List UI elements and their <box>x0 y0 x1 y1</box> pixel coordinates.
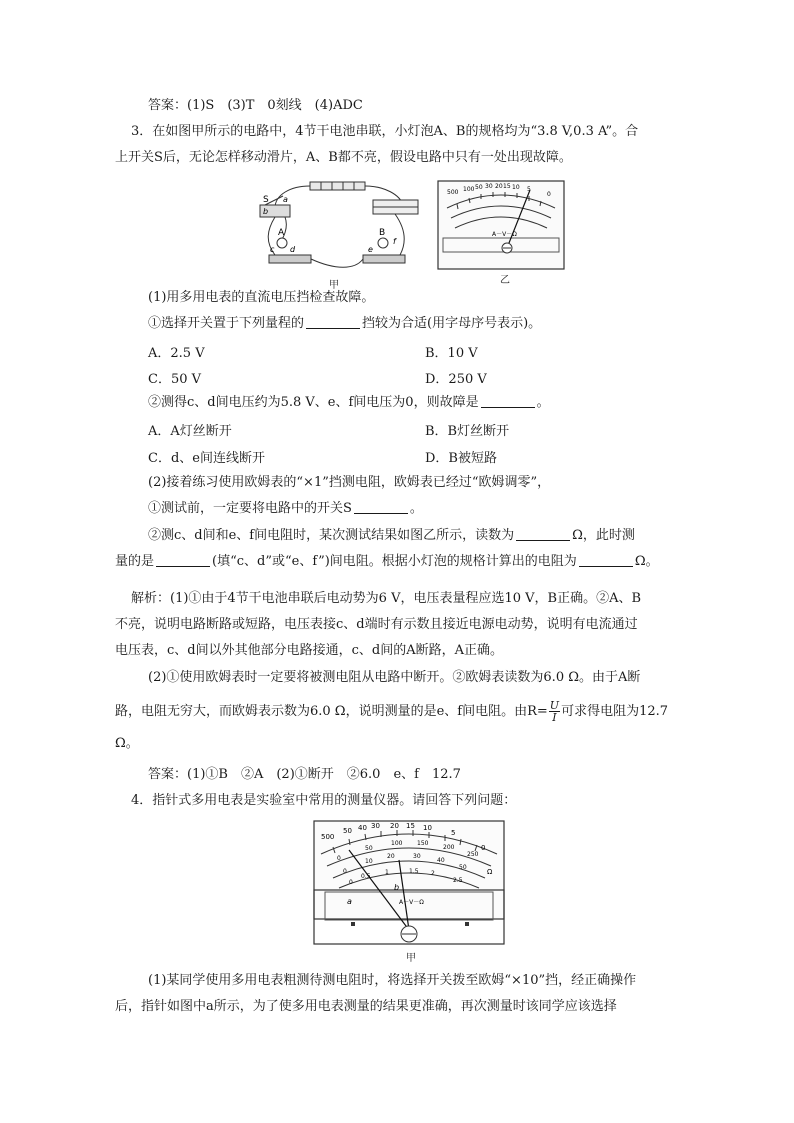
answer-line-2: 答案：(1)①B ②A (2)①断开 ②6.0 e、f 12.7 <box>148 767 461 782</box>
circuit-label-lamp-b: B <box>379 228 386 238</box>
meter4-mid-200: 200 <box>443 844 455 851</box>
q3-part1b-text-post: 。 <box>536 395 550 410</box>
circuit-label-c: c <box>270 245 275 254</box>
meter4-mid-50: 50 <box>365 845 373 852</box>
q3-part1a <box>148 315 541 333</box>
meter4-bot-1: 1 <box>385 869 389 876</box>
question-4-part1-line-2: 后，指针如图中a所示，为了使多用电表测量的结果更准确，再次测量时该同学应该选择 <box>115 999 617 1014</box>
meter-b-scale-10: 10 <box>512 184 520 191</box>
q3-part2c-text-post: Ω。 <box>634 554 659 569</box>
meter4-bot-2-5: 2.5 <box>453 877 463 884</box>
meter4-top-10: 10 <box>423 824 432 832</box>
option-b-voltage: B．10 V <box>425 346 478 361</box>
option-b-fault: B．B灯丝断开 <box>425 424 510 439</box>
solution-line-5 <box>115 700 668 723</box>
question-3-line-1: 3．在如图甲所示的电路中，4节干电池串联，小灯泡A、B的规格均为“3.8 V,0.3 A”。合 <box>131 124 639 139</box>
meter-b-scale-500: 500 <box>447 189 459 196</box>
meter-b-scale-50: 50 <box>475 184 483 191</box>
q3-part2c-text-pre: 量的是 <box>115 554 155 569</box>
answer-line-1: 答案：(1)S (3)T 0刻线 (4)ADC <box>148 98 363 113</box>
meter4-mid-100: 100 <box>391 840 403 847</box>
meter-b-scale-100: 100 <box>463 186 475 193</box>
meter4-top-5: 5 <box>451 829 456 837</box>
answer-blank[interactable] <box>306 316 360 329</box>
meter4-top-20: 20 <box>390 822 399 830</box>
option-a-fault: A．A灯丝断开 <box>148 424 232 439</box>
q3-part2a <box>148 500 423 518</box>
meter4-label: A－V－Ω <box>399 899 424 906</box>
meter4-bot-2: 2 <box>431 870 435 877</box>
meter-b-scale-20: 20 <box>495 183 503 190</box>
question-3-line-2: 上开关S后，无论怎样移动滑片，A、B都不亮，假设电路中只有一处出现故障。 <box>115 150 572 165</box>
q3-part2a-text-post: 。 <box>409 501 423 516</box>
circuit-label-d: d <box>290 245 296 254</box>
meter-b-label: A－V－Ω <box>492 231 517 238</box>
meter-b-scale-5: 5 <box>527 186 531 193</box>
option-a-voltage: A．2.5 V <box>148 346 205 361</box>
solution-line-6: Ω。 <box>115 736 139 751</box>
solution-line-5-text-pre: 路，电阻无穷大，而欧姆表示数为6.0 Ω，说明测量的是e、f间电阻。由R= <box>115 704 548 719</box>
meter4-low-20: 20 <box>387 853 395 860</box>
solution-line-5-text-post: 可求得电阻为12.7 <box>561 704 669 719</box>
meter-b-scale-0: 0 <box>547 191 551 198</box>
option-c-voltage: C．50 V <box>148 372 202 387</box>
q3-part1: (1)用多用电表的直流电压挡检查故障。 <box>148 290 375 305</box>
circuit-label-a: a <box>283 195 288 204</box>
meter4-low-10: 10 <box>365 858 373 865</box>
meter4-top-40: 40 <box>358 824 367 832</box>
answer-blank[interactable] <box>481 395 535 408</box>
question-4-part1-line-1: (1)某同学使用多用电表粗测待测电阻时，将选择开关拨至欧姆“×10”挡，经正确操作 <box>148 973 637 988</box>
question-4: 4．指针式多用电表是实验室中常用的测量仪器。请回答下列问题： <box>131 793 517 808</box>
circuit-label-s: S <box>263 195 269 205</box>
meter4-mid-250: 250 <box>467 851 479 858</box>
answer-blank[interactable] <box>579 554 633 567</box>
meter4-low-50: 50 <box>459 864 467 871</box>
q3-part2b <box>148 527 635 545</box>
meter4-top-15: 15 <box>406 822 415 830</box>
option-d-fault: D．B被短路 <box>425 451 497 466</box>
meter4-top-0: 0 <box>481 844 486 852</box>
circuit-diagram <box>255 180 425 275</box>
q3-part2: (2)接着练习使用欧姆表的“×1”挡测电阻，欧姆表已经过“欧姆调零”， <box>148 475 551 490</box>
meter4-mid-150: 150 <box>417 840 429 847</box>
q3-part2b-text-post: Ω，此时测 <box>572 528 635 543</box>
multimeter-dial-large <box>313 820 505 946</box>
meter4-low-0: 0 <box>343 868 347 875</box>
solution-line-4: (2)①使用欧姆表时一定要将被测电阻从电路中断开。②欧姆表读数为6.0 Ω。由于A断 <box>148 670 641 685</box>
meter4-bot-1-5: 1.5 <box>409 868 419 875</box>
multimeter-dial-b <box>437 180 565 270</box>
circuit-label-e: e <box>368 245 373 254</box>
meter-b-caption: 乙 <box>500 275 510 286</box>
meter-b-scale-30: 30 <box>485 183 493 190</box>
meter4-low-40: 40 <box>437 857 445 864</box>
q3-part2b-text-pre: ②测c、d间和e、f间电阻时，某次测试结果如图乙所示，读数为 <box>148 528 515 543</box>
meter4-bot-0-5: 0.5 <box>361 873 371 880</box>
meter4-caption: 甲 <box>406 953 416 964</box>
meter4-pointer-b-label: b <box>394 883 400 892</box>
meter4-bot-0: 0 <box>349 879 353 886</box>
circuit-label-b: b <box>263 207 269 216</box>
answer-blank[interactable] <box>354 501 408 514</box>
q3-part2c <box>115 553 659 571</box>
q3-part1b-text-pre: ②测得c、d间电压约为5.8 V、e、f间电压为0，则故障是 <box>148 395 479 410</box>
meter4-ohm-symbol: Ω <box>487 868 493 876</box>
circuit-caption: 甲 <box>329 280 339 291</box>
fraction-denominator: I <box>552 711 557 724</box>
meter-b-scale-15: 15 <box>503 183 511 190</box>
meter4-low-30: 30 <box>413 853 421 860</box>
meter4-mid-0: 0 <box>337 855 341 862</box>
circuit-label-f: f <box>393 237 396 246</box>
meter4-top-30: 30 <box>371 822 380 830</box>
q3-part1a-text-pre: ①选择开关置于下列量程的 <box>148 316 305 331</box>
option-c-fault: C．d、e间连线断开 <box>148 451 265 466</box>
fraction-u-over-i <box>549 700 560 723</box>
option-d-voltage: D．250 V <box>425 372 487 387</box>
solution-line-3: 电压表，c、d间以外其他部分电路接通，c、d间的A断路，A正确。 <box>115 643 503 658</box>
meter4-pointer-a-label: a <box>347 897 352 906</box>
q3-part2c-text-mid: (填“c、d”或“e、f”)间电阻。根据小灯泡的规格计算出的电阻为 <box>212 554 577 569</box>
circuit-label-lamp-a: A <box>278 228 285 238</box>
answer-blank[interactable] <box>156 554 210 567</box>
answer-blank[interactable] <box>516 528 570 541</box>
fraction-numerator: U <box>549 699 560 712</box>
solution-line-2: 不亮，说明电路断路或短路，电压表接c、d端时有示数且接近电源电动势，说明有电流通过 <box>115 617 638 632</box>
q3-part2a-text-pre: ①测试前，一定要将电路中的开关S <box>148 501 352 516</box>
meter4-top-500: 500 <box>321 833 335 841</box>
q3-part1b <box>148 394 550 412</box>
solution-line-1: 解析：(1)①由于4节干电池串联后电动势为6 V，电压表量程应选10 V，B正确。②A、B <box>131 591 642 606</box>
q3-part1a-text-post: 挡较为合适(用字母序号表示)。 <box>362 316 542 331</box>
meter4-top-50: 50 <box>343 827 352 835</box>
